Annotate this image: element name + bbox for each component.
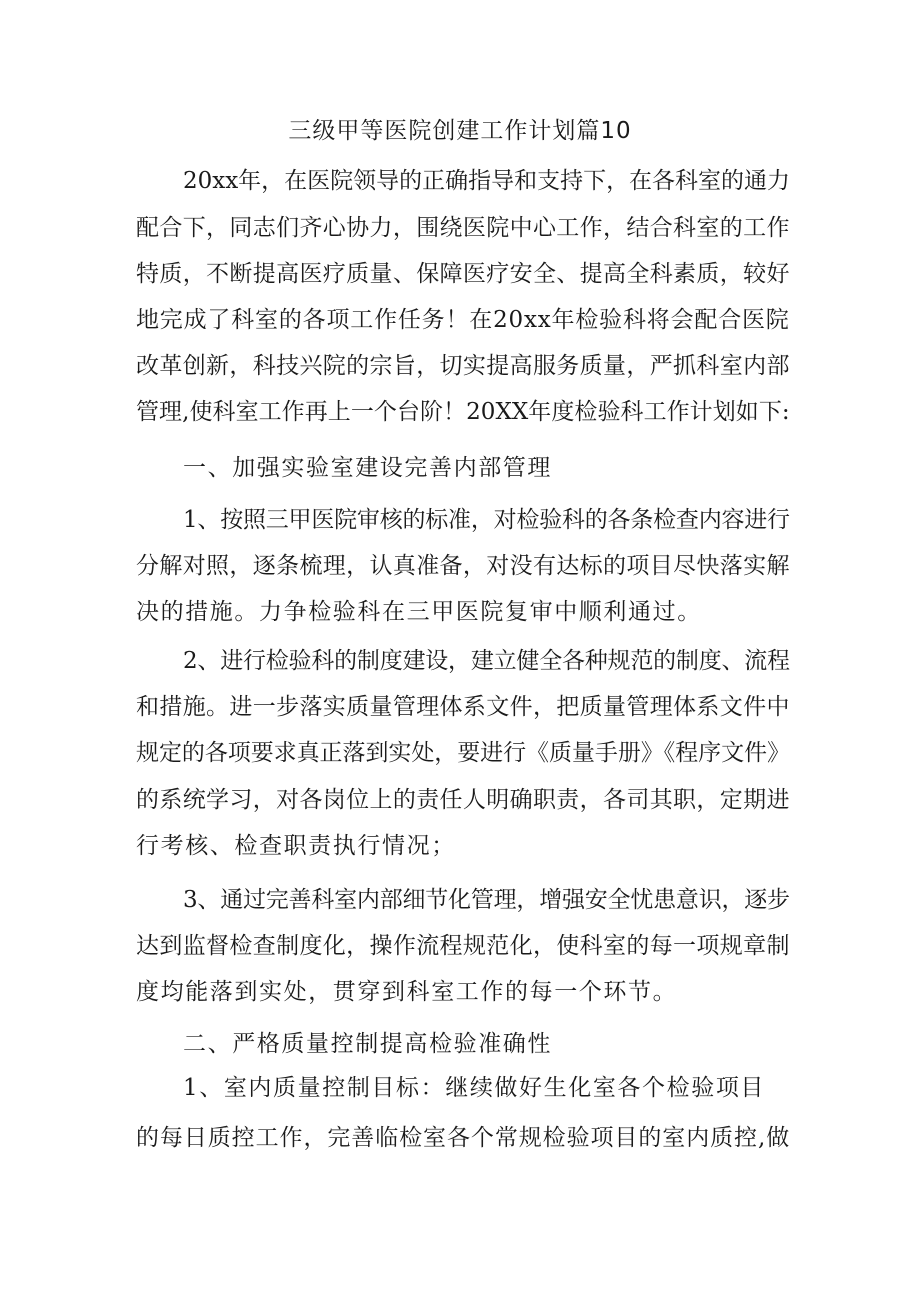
paragraph-line: 管理,使科室工作再上一个台阶！20XX年度检验科工作计划如下: (136, 399, 790, 425)
paragraph-line: 的系统学习，对各岗位上的责任人明确职责，各司其职，定期进 (136, 787, 790, 813)
paragraph-line: 特质，不断提高医疗质量、保障医疗安全、提高全科素质，较好 (136, 261, 790, 287)
paragraph-line: 地完成了科室的各项工作任务！在20xx年检验科将会配合医院 (136, 307, 790, 333)
paragraph-line: 达到监督检查制度化，操作流程规范化，使科室的每一项规章制 (136, 933, 790, 959)
section-heading: 二、严格质量控制提高检验准确性 (183, 1031, 552, 1057)
paragraph-line: 1、室内质量控制目标：继续做好生化室各个检验项目 (183, 1075, 766, 1101)
paragraph-line: 和措施。进一步落实质量管理体系文件，把质量管理体系文件中 (136, 694, 790, 720)
document-title: 三级甲等医院创建工作计划篇10 (288, 118, 632, 144)
paragraph-line: 分解对照，逐条梳理，认真准备，对没有达标的项目尽快落实解 (136, 553, 790, 579)
paragraph-line: 行考核、检查职责执行情况； (136, 833, 456, 859)
section-heading: 一、加强实验室建设完善内部管理 (183, 455, 552, 481)
paragraph-line: 决的措施。力争检验科在三甲医院复审中顺利通过。 (136, 599, 702, 625)
paragraph-line: 1、按照三甲医院审核的标准，对检验科的各条检查内容进行 (183, 507, 790, 533)
paragraph-line: 度均能落到实处，贯穿到科室工作的每一个环节。 (136, 979, 678, 1005)
paragraph-line: 规定的各项要求真正落到实处，要进行《质量手册》《程序文件》 (136, 740, 790, 766)
paragraph-line: 3、通过完善科室内部细节化管理，增强安全忧患意识，逐步 (183, 887, 790, 913)
paragraph-line: 2、进行检验科的制度建设，建立健全各种规范的制度、流程 (183, 648, 790, 674)
paragraph-line: 的每日质控工作，完善临检室各个常规检验项目的室内质控,做 (136, 1125, 791, 1151)
paragraph-line: 配合下，同志们齐心协力，围绕医院中心工作，结合科室的工作 (136, 215, 790, 241)
paragraph-line: 20xx年，在医院领导的正确指导和支持下，在各科室的通力 (183, 168, 791, 194)
paragraph-line: 改革创新，科技兴院的宗旨，切实提高服务质量，严抓科室内部 (136, 353, 790, 379)
